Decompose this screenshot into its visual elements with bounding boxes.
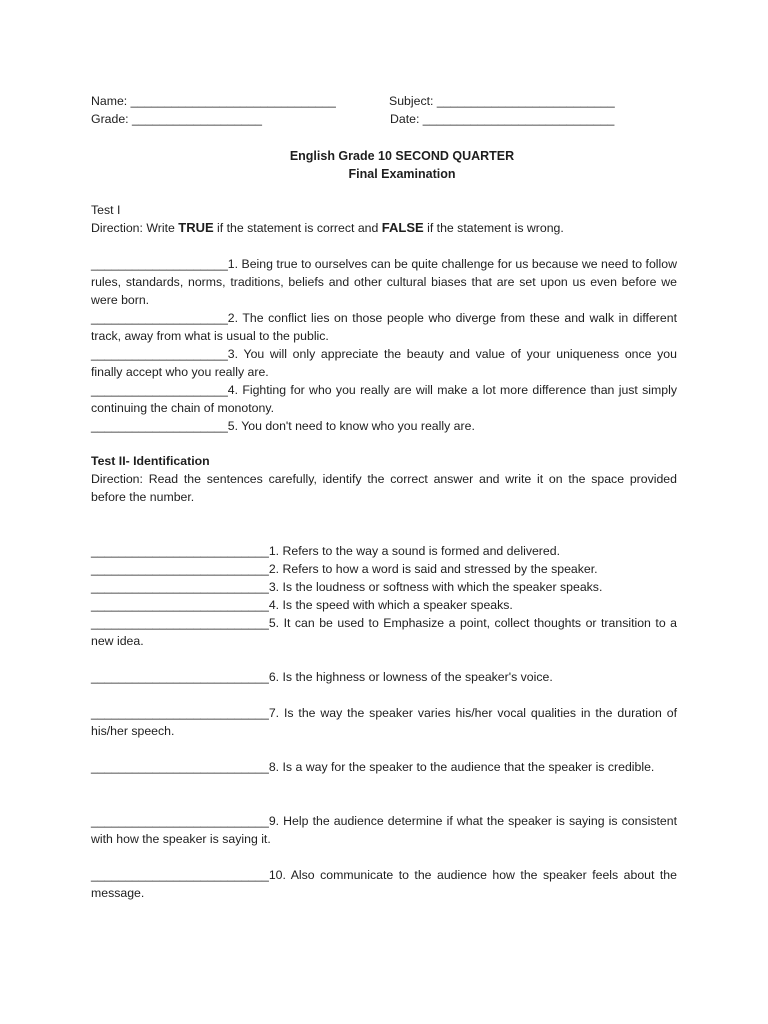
subject-field: Subject: __________________________	[389, 94, 615, 108]
name-field: Name: ______________________________	[91, 94, 336, 108]
test1-item-2: ____________________2. The conflict lies on those people who diverge from these and walk in different track, away from what is usual to the public.	[91, 311, 677, 343]
date-field: Date: ____________________________	[390, 112, 615, 126]
test1-item-4: ____________________4. Fighting for who you really are will make a lot more difference than just simply continuing the chain of monotony.	[91, 383, 677, 415]
test1-direction	[91, 219, 677, 237]
true-keyword: TRUE	[178, 220, 214, 235]
test1-heading: Test I	[91, 203, 121, 217]
grade-field: Grade: ___________________	[91, 112, 262, 126]
test1-item-1: ____________________1. Being true to ourselves can be quite challenge for us because we need to follow rules, standards, norms, traditions, beliefs and other cultural biases that are set upon us even before we were born.	[91, 257, 677, 307]
test2-item-1: __________________________1. Refers to the way a sound is formed and delivered.	[91, 544, 560, 558]
test2-item-6: __________________________6. Is the highness or lowness of the speaker's voice.	[91, 670, 553, 684]
test2-heading: Test II- Identification	[91, 454, 210, 468]
test2-item-3: __________________________3. Is the loudness or softness with which the speaker speaks.	[91, 580, 603, 594]
test2-item-10: __________________________10. Also communicate to the audience how the speaker feels about the message.	[91, 868, 677, 900]
exam-subtitle: Final Examination	[348, 167, 456, 181]
direction-prefix: Direction: Write	[91, 221, 179, 235]
exam-title: English Grade 10 SECOND QUARTER	[289, 149, 515, 163]
test1-item-5: ____________________5. You don't need to know who you really are.	[91, 419, 475, 433]
direction-suffix: if the statement is wrong.	[423, 221, 564, 235]
direction-middle: if the statement is correct and	[213, 221, 382, 235]
test2-item-5: __________________________5. It can be used to Emphasize a point, collect thoughts or transition to a new idea.	[91, 616, 677, 648]
test2-direction: Direction: Read the sentences carefully, identify the correct answer and write it on the space provided before the number.	[91, 472, 677, 504]
test2-item-7: __________________________7. Is the way the speaker varies his/her vocal qualities in the duration of his/her speech.	[91, 706, 677, 738]
false-keyword: FALSE	[381, 220, 424, 235]
test2-item-2: __________________________2. Refers to how a word is said and stressed by the speaker.	[91, 562, 598, 576]
test2-item-4: __________________________4. Is the speed with which a speaker speaks.	[91, 598, 513, 612]
test2-item-9: __________________________9. Help the audience determine if what the speaker is saying is consistent with how the speaker is saying it.	[91, 814, 677, 846]
test1-item-3: ____________________3. You will only appreciate the beauty and value of your uniqueness once you finally accept who you really are.	[91, 347, 677, 379]
test2-item-8: __________________________8. Is a way for the speaker to the audience that the speaker is credible.	[91, 760, 655, 774]
